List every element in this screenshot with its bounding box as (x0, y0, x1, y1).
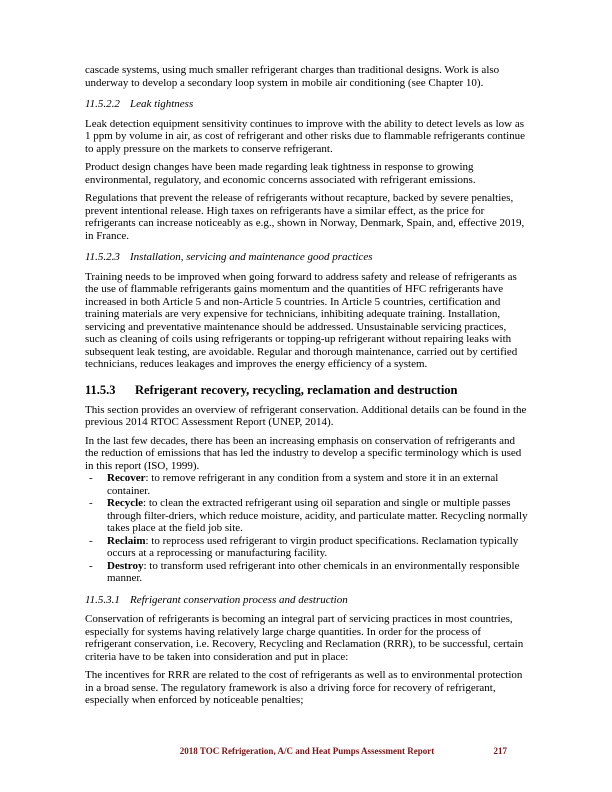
term-definition: : to remove refrigerant in any condition from a system and store it in an external container. (107, 472, 499, 497)
term-reclaim: Reclaim (107, 534, 146, 547)
bullet-dash: - (89, 497, 93, 509)
bullet-dash: - (89, 534, 93, 547)
heading-number: 11.5.3 (85, 382, 116, 397)
bullet-dash: - (89, 472, 93, 484)
paragraph-conservation: Conservation of refrigerants is becoming an integral part of servicing practices in most countries, especially for systems having relatively large charge quantities. In order for the process of refrigerant conservation, i.e. Recovery, Recycling and Reclamation (RRR), to be successful, certain criteria have to be taken into consideration and put in place: (85, 613, 524, 663)
term-definition: : to reprocess used refrigerant to virgin product specifications. Reclamation typically occurs at a reprocessing or manufacturing facility. (107, 534, 519, 559)
page-content (85, 64, 529, 713)
paragraph-this-section: This section provides an overview of refrigerant conservation. Additional details can be found in the previous 2014 RTOC Assessment Report (UNEP, 2014). (85, 403, 527, 428)
page-footer (85, 746, 529, 756)
heading-number: 11.5.3.1 (85, 593, 120, 606)
heading-title: Leak tightness (130, 98, 194, 110)
footer-report-title: 2018 TOC Refrigeration, A/C and Heat Pumps Assessment Report (179, 746, 435, 756)
term-recover: Recover (107, 472, 146, 484)
term-definition: : to transform used refrigerant into other chemicals in an environmentally responsible manner. (107, 559, 520, 584)
list-item-recycle (85, 497, 529, 535)
paragraph-training-needs: Training needs to be improved when going forward to address safety and release of refrigerants as the use of flammable refrigerants gains momentum and the quantities of HFC refrigerants have increased in both Article 5 and non-Article 5 countries. In Article 5 countries, certification and training materials are very expensive for technicians, inhibiting adequate training. Installation, servicing and preventative maintenance should be addressed. Unsustainable servicing practices, such as cleaning of coils using refrigerants or topping-up refrigerant without repairing leaks with subsequent leak testing, are avoidable. Regular and thorough maintenance, carried out by certified technicians, reduces leakages and improves the energy efficiency of a system. (85, 270, 518, 370)
heading-title: Refrigerant recovery, recycling, reclamation and destruction (135, 382, 458, 397)
list-item-recover (85, 472, 529, 497)
heading-number: 11.5.2.2 (85, 98, 120, 110)
heading-number: 11.5.2.3 (85, 251, 120, 263)
term-definition: : to clean the extracted refrigerant using oil separation and single or multiple passes through filter-driers, which reduce moisture, acidity, and particulate matter. Recycling normally takes place at the field job site. (107, 497, 528, 534)
paragraph-incentives: The incentives for RRR are related to the cost of refrigerants as well as to environmental protection in a broad sense. The regulatory framework is also a driving force for recovery of refrigerant, especially when enforced by noticeable penalties; (85, 669, 523, 706)
list-item-reclaim (85, 535, 529, 560)
paragraph-cascade-systems: cascade systems, using much smaller refrigerant charges than traditional designs. Work is also underway to develop a secondary loop system in mobile air conditioning (see Chapter 10). (85, 64, 500, 89)
paragraph-product-design: Product design changes have been made regarding leak tightness in response to growing environmental, regulatory, and economic concerns associated with refrigerant emissions. (85, 161, 476, 186)
heading-11-5-2-3 (85, 251, 529, 264)
paragraph-leak-detection: Leak detection equipment sensitivity continues to improve with the ability to detect levels as low as 1 ppm by volume in air, as cost of refrigerant and other risks due to flammable refrigerants continue to apply pressure on the markets to conserve refrigerant. (85, 117, 526, 155)
term-destroy: Destroy (107, 559, 144, 572)
heading-11-5-3-1 (85, 594, 529, 607)
footer-page-number: 217 (493, 746, 507, 756)
list-item-destroy (85, 560, 529, 585)
heading-title: Refrigerant conservation process and destruction (130, 593, 348, 606)
heading-11-5-3 (85, 383, 529, 397)
heading-11-5-2-2 (85, 98, 529, 111)
terminology-list (85, 472, 529, 585)
term-recycle: Recycle (107, 497, 144, 509)
paragraph-last-few-decades: In the last few decades, there has been an increasing emphasis on conservation of refrigerants and the reduction of emissions that has led the industry to develop a specific terminology which is used in this report (ISO, 1999). (85, 434, 522, 472)
heading-title: Installation, servicing and maintenance good practices (130, 251, 373, 263)
paragraph-regulations: Regulations that prevent the release of refrigerants without recapture, backed by severe penalties, prevent intentional release. High taxes on refrigerants have a similar effect, as the price for refrigerants can increase noticeably as e.g., shown in Norway, Denmark, Spain, and, effective 2019, in France. (85, 192, 525, 242)
bullet-dash: - (89, 559, 93, 572)
